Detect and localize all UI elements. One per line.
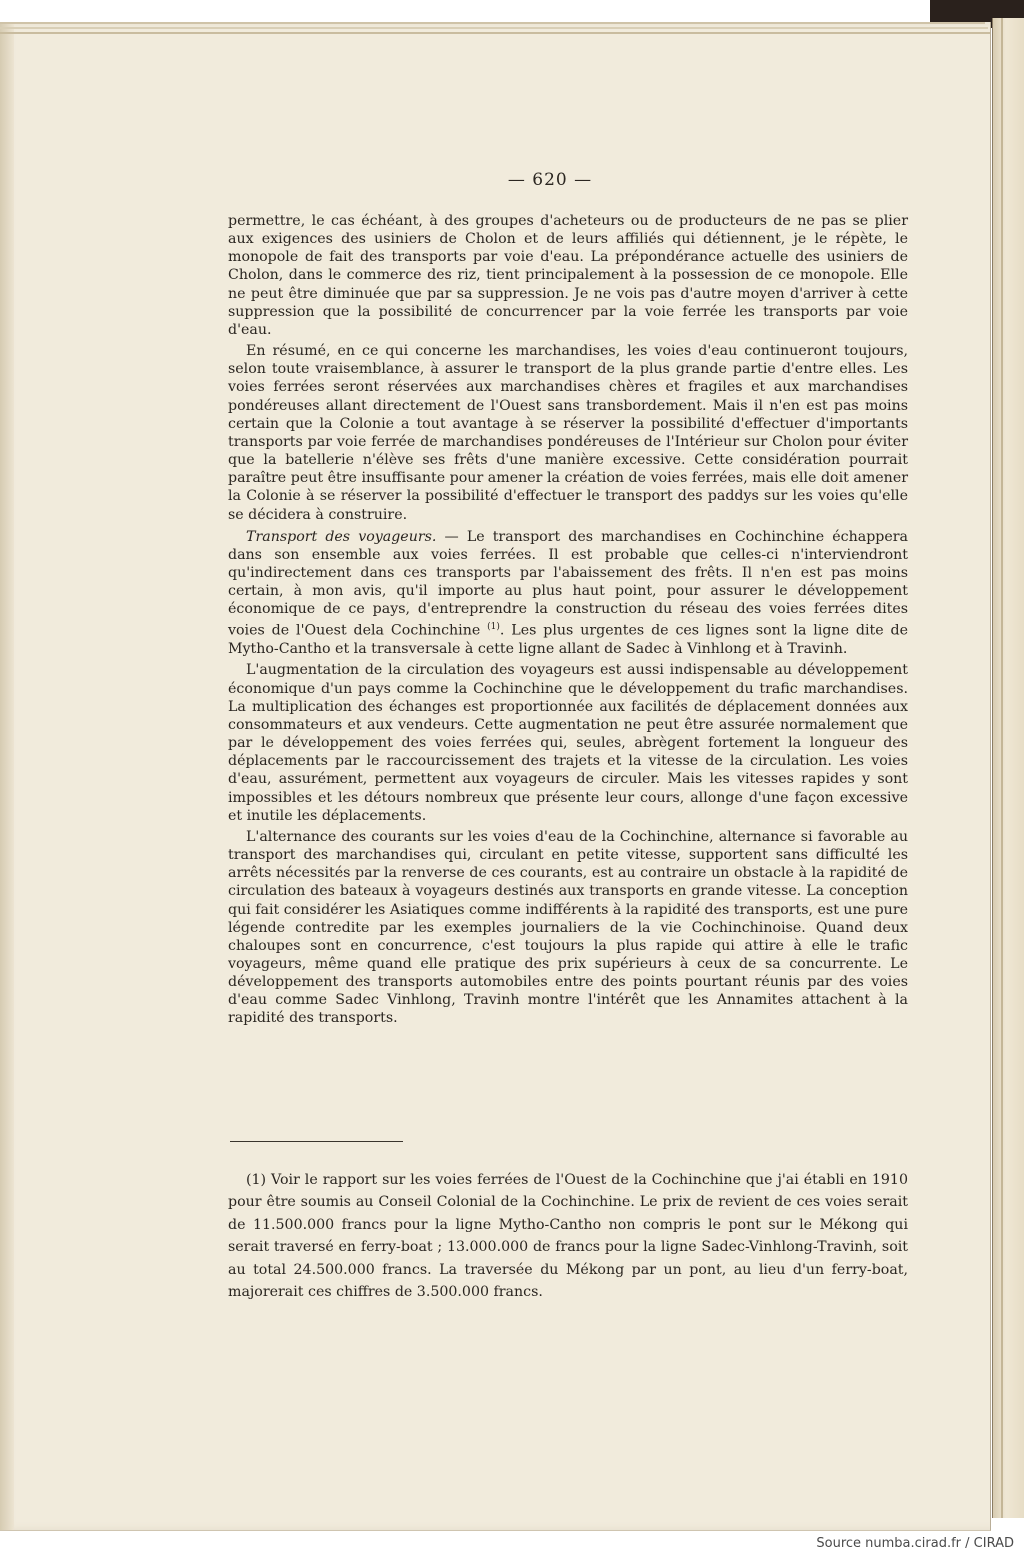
- footnote-reference[interactable]: (1): [487, 622, 500, 633]
- section-title: Transport des voyageurs.: [246, 528, 437, 545]
- page-gutter: [0, 22, 14, 1530]
- footnote-text: Voir le rapport sur les voies ferrées de l'Ouest de la Cochinchine que j'ai établi en 1910 pour être soumis au Conseil Colonial de la Cochinchine. Le prix de revient de ces voies serait de 11.500.000 francs pour la ligne Mytho-Cantho non compris le pont sur le Mékong qui serait traversé en ferry-boat ; 13.000.000 de francs pour la ligne Sadec-Vinhlong-Travinh, soit au total 24.500.000 francs. La traversée du Mékong par un pont, au lieu d'un ferry-boat, majorerait ces chiffres de 3.500.000 francs.: [228, 1172, 908, 1301]
- page-edge-line: [0, 22, 985, 24]
- source-credit: Source numba.cirad.fr / CIRAD: [816, 1536, 1014, 1551]
- footnote: [228, 1169, 908, 1303]
- page-edge-line: [0, 27, 988, 29]
- paragraph: L'alternance des courants sur les voies d'eau de la Cochinchine, alternance si favorable au transport des marchandises qui, circulant en petite vitesse, supportent sans difficulté les arrêts nécessités par la renverse de ces courants, est au contraire un obstacle à la rapidité de circulation des bateaux à voyageurs destinés aux transports en grande vitesse. La conception qui fait considérer les Asiatiques comme indifférents à la rapidité des transports, est une pure légende contredite par les exemples journaliers de la vie Cochinchinoise. Quand deux chaloupes sont en concurrence, c'est toujours la plus rapide qui attire à elle le trafic voyageurs, même quand elle pratique des prix supérieurs à ceux de sa concurrente. Le développement des transports automobiles entre des points pourtant réunis par des voies d'eau comme Sadec Vinhlong, Travinh montre l'intérêt que les Annamites attachent à la rapidité des transports.: [228, 828, 908, 1027]
- section-tail-text: . Les plus urgentes de ces lignes sont la ligne dite de Mytho-Cantho et la transversale à cette ligne allant de Sadec à Vinhlong et à Travinh.: [228, 623, 909, 658]
- body-text: [228, 212, 908, 1031]
- page-edge-line: [0, 32, 990, 34]
- paragraph: En résumé, en ce qui concerne les marchandises, les voies d'eau continueront toujours, selon toute vraisemblance, à assurer le transport de la plus grande partie d'entre elles. Les voies ferrées seront réservées aux marchandises chères et fragiles et aux marchandises pondéreuses allant directement de l'Ouest sans transbordement. Mais il n'en est pas moins certain que la Colonie a tout avantage à se réserver la possibilité d'effectuer d'importants transports par voie ferrée de marchandises pondéreuses de l'Intérieur sur Cholon pour éviter que la batellerie n'élève ses frêts d'une manière excessive. Cette considération pourrait paraître peut être insuffisante pour amener la création de voies ferrées, mais elle doit amener la Colonie à se réserver la possibilité d'effectuer le transport des paddys sur les voies qu'elle se décidera à construire.: [228, 343, 908, 523]
- paragraph: permettre, le cas échéant, à des groupes d'acheteurs ou de producteurs de ne pas se plier aux exigences des usiniers de Cholon et de leurs affiliés qui détiennent, je le répète, le monopole de fait des transports par voie d'eau. La prépondérance actuelle des usiniers de Cholon, dans le commerce des riz, tient principalement à la possession de ce monopole. Elle ne peut être diminuée que par sa suppression. Je ne vois pas d'autre moyen d'arriver à cette suppression que la possibilité de concurrencer par la voie ferrée les transports par voie d'eau.: [228, 213, 908, 338]
- next-page-leaf: [992, 18, 1024, 1518]
- paragraph: L'augmentation de la circulation des voyageurs est aussi indispensable au développement économique d'un pays comme la Cochinchine que le développement du trafic marchandises. La multiplication des échanges est proportionnée aux facilités de déplacement données aux consommateurs et aux vendeurs. Cette augmentation ne peut être assurée normalement que par le développement des voies ferrées qui, seules, abrègent fortement la longueur des déplacements par le raccourcissement des trajets et la vitesse de la circulation. Les voies d'eau, assurément, permettent aux voyageurs de circuler. Mais les vitesses rapides y sont impossibles et les détours nombreux que présente leur cours, allonge d'une façon excessive et inutile les déplacements.: [228, 662, 908, 824]
- section-lead-text: — Le transport des marchandises en Cochinchine échappera dans son ensemble aux voies ferrées. Il est probable que celles-ci n'interviendront qu'indirectement dans ces transports par l'abaissement des frêts. Il n'en est pas moins certain, à mon avis, qu'il importe au plus haut point, pour assurer le développement économique de ce pays, d'entreprendre la construction du réseau des voies ferrées dites voies de l'Ouest dela Cochinchine: [228, 528, 908, 640]
- section-paragraph: [228, 528, 908, 659]
- page-number: — 620 —: [507, 170, 593, 190]
- footnote-marker: (1): [246, 1172, 267, 1188]
- footnote-divider: [230, 1141, 403, 1142]
